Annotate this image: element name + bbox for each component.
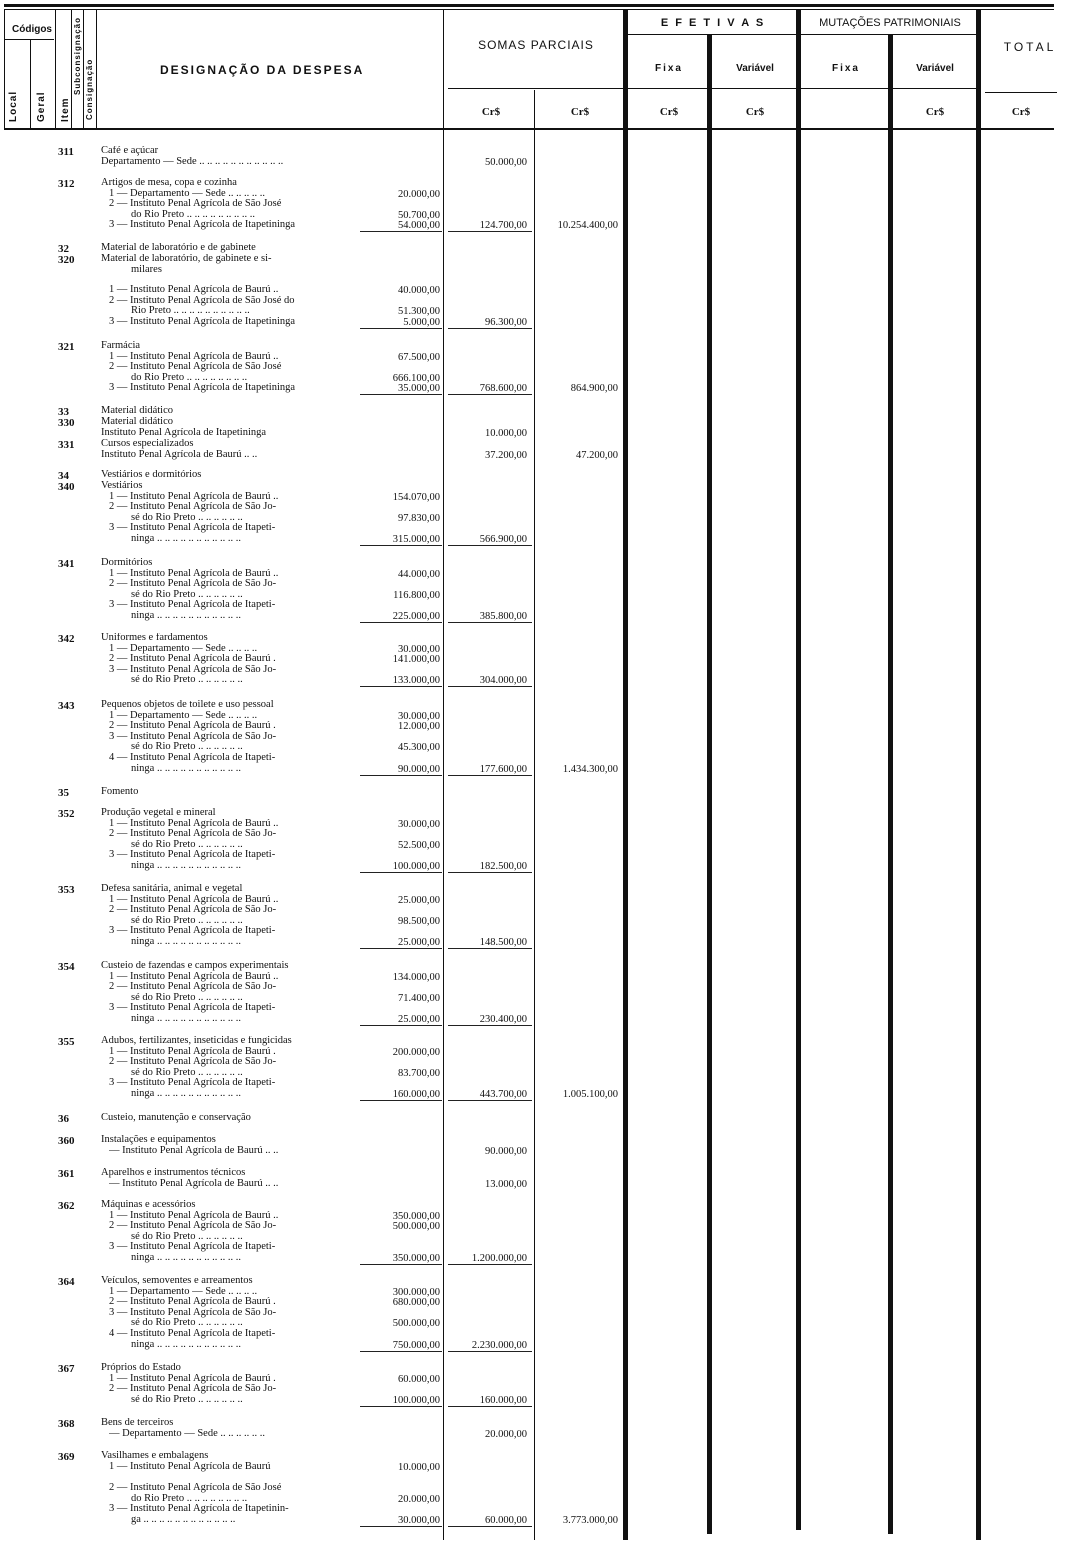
subtotal-rule	[448, 1025, 532, 1026]
row-text-line: Custeio, manutenção e conservação	[101, 1113, 251, 1123]
subtotal-value: 304.000,00	[479, 675, 527, 687]
row-text-line: 3 — Instituto Penal Agrícola de Itapeti-	[109, 926, 276, 937]
subtotal-rule	[360, 1100, 442, 1101]
row-code: 364	[58, 1276, 75, 1288]
row-code: 361	[58, 1168, 75, 1180]
subtotal-rule	[360, 545, 442, 546]
partial-value: 30.000,00	[398, 1514, 440, 1526]
row-text-line: Veículos, semoventes e arreamentos	[101, 1276, 253, 1286]
row-code: 341	[58, 558, 75, 570]
row-text-line: 2 — Instituto Penal Agrícola de São José	[109, 199, 282, 210]
subtotal-rule	[448, 948, 532, 949]
row-text-line: Próprios do Estado	[101, 1363, 181, 1373]
row-text-line: 1 — Departamento — Sede .. .. .. ..	[109, 710, 258, 721]
row-text-line: Vasilhames e embalagens	[101, 1451, 209, 1461]
partial-value: 500.000,00	[392, 1221, 440, 1233]
subtotal-value: 768.600,00	[479, 383, 527, 395]
row-code: 34	[58, 470, 69, 482]
row-text-line: 2 — Instituto Penal Agrícola de Baurú .	[109, 1297, 276, 1308]
partial-value: 71.400,00	[398, 992, 440, 1004]
subtotal-rule	[360, 686, 442, 687]
header-item: Item	[60, 97, 71, 122]
subtotal-rule	[360, 1264, 442, 1265]
subtotal-rule	[448, 1351, 532, 1352]
partial-value: 200.000,00	[392, 1046, 440, 1058]
row-text-line: 3 — Instituto Penal Agrícola de Itapeti-	[109, 600, 276, 611]
row-text-line: ninga .. .. .. .. .. .. .. .. .. .. ..	[131, 937, 241, 947]
header-fixa-mutacoes: Fixa	[831, 63, 860, 74]
column-rule	[96, 10, 97, 128]
subtotal-rule	[360, 872, 442, 873]
partial-value: 5.000,00	[403, 316, 440, 328]
partial-value: 51.300,00	[398, 306, 440, 318]
partial-value: 500.000,00	[392, 1318, 440, 1330]
row-code: 340	[58, 481, 75, 493]
row-text-line: Material de laboratório e de gabinete	[101, 243, 256, 253]
top-border	[4, 4, 1054, 7]
subtotal-value: 37.200,00	[485, 449, 527, 461]
row-text-line: ninga .. .. .. .. .. .. .. .. .. .. ..	[131, 1014, 241, 1024]
row-text-line: Instituto Penal Agrícola de Itapetininga	[101, 427, 267, 438]
column-rule	[55, 10, 56, 128]
partial-value: 54.000,00	[398, 220, 440, 232]
group-total-value: 3.773.000,00	[562, 1514, 618, 1526]
row-text-line: Material didático	[101, 406, 174, 416]
row-text-line: 2 — Instituto Penal Agrícola de São José	[109, 362, 282, 373]
row-code: 36	[58, 1113, 69, 1125]
row-text-line: 3 — Instituto Penal Agrícola de São Jo-	[109, 1307, 277, 1318]
row-text-line: 3 — Instituto Penal Agrícola de São Jo-	[109, 731, 277, 742]
row-text-line: 2 — Instituto Penal Agrícola de Baurú .	[109, 721, 276, 732]
header-consignacao: Consignação	[85, 58, 94, 120]
partial-value: 750.000,00	[392, 1339, 440, 1351]
column-rule	[534, 90, 535, 1540]
row-text-line: 1 — Instituto Penal Agrícola de Baurú ..	[109, 1210, 279, 1221]
row-code: 311	[58, 146, 74, 158]
partial-value: 666.100,00	[392, 372, 440, 384]
header-variavel-mutacoes: Variável	[916, 63, 954, 74]
partial-value: 300.000,00	[392, 1286, 440, 1298]
partial-value: 30.000,00	[398, 643, 440, 655]
row-text-line: 4 — Instituto Penal Agrícola de Itapeti-	[109, 753, 276, 763]
row-text-line: Vestiários e dormitórios	[101, 470, 202, 480]
subtotal-rule	[360, 1351, 442, 1352]
partial-value: 52.500,00	[398, 839, 440, 851]
partial-value: 315.000,00	[392, 534, 440, 545]
row-text-line: 2 — Instituto Penal Agrícola de São Jo-	[109, 579, 277, 590]
row-text-line: 1 — Instituto Penal Agrícola de Baurú .	[109, 1046, 276, 1057]
row-text-line: Instalações e equipamentos	[101, 1135, 216, 1145]
row-text-line: 3 — Instituto Penal Agrícola de Itapeti-	[109, 850, 276, 861]
subtotal-rule	[448, 1100, 532, 1101]
row-text-line: sé do Rio Preto .. .. .. .. .. ..	[131, 675, 243, 686]
row-text-line: 1 — Instituto Penal Agrícola de Baurú	[109, 1461, 271, 1472]
row-text-line: 2 — Instituto Penal Agrícola de São Jo-	[109, 1221, 277, 1232]
partial-value: 154.070,00	[392, 491, 440, 503]
subtotal-value: 148.500,00	[479, 937, 527, 948]
row-text-line: 1 — Instituto Penal Agrícola de Baurú ..	[109, 971, 279, 982]
group-total-value: 864.900,00	[570, 383, 618, 395]
header-efetivas: E F E T I V A S	[660, 17, 766, 29]
subtotal-rule	[360, 394, 442, 395]
subtotal-rule	[448, 872, 532, 873]
row-text-line: ninga .. .. .. .. .. .. .. .. .. .. ..	[131, 534, 241, 544]
row-text-line: 2 — Instituto Penal Agrícola de São Jo-	[109, 502, 277, 513]
row-code: 362	[58, 1200, 75, 1212]
subtotal-rule	[448, 775, 532, 776]
partial-value: 90.000,00	[398, 763, 440, 775]
subtotal-rule	[360, 775, 442, 776]
header-total: TOTAL	[1003, 40, 1057, 54]
subtotal-value: 160.000,00	[479, 1394, 527, 1406]
row-code: 331	[58, 439, 75, 451]
row-text-line: 1 — Departamento — Sede .. .. .. .. ..	[109, 188, 266, 199]
column-rule	[83, 10, 84, 128]
partial-value: 10.000,00	[398, 1461, 440, 1473]
partial-value: 30.000,00	[398, 710, 440, 722]
subtotal-rule	[448, 1264, 532, 1265]
subtotal-rule	[448, 545, 532, 546]
row-code: 342	[58, 633, 75, 645]
column-rule	[443, 10, 444, 1540]
row-code: 343	[58, 700, 75, 712]
header-local: Local	[8, 90, 19, 122]
column-rule	[4, 10, 5, 128]
row-text-line: — Instituto Penal Agrícola de Baurú .. ..	[109, 1145, 279, 1156]
row-code: 367	[58, 1363, 75, 1375]
row-text-line: 3 — Instituto Penal Agrícola de Itapetininga	[109, 383, 296, 394]
row-text-line: — Departamento — Sede .. .. .. .. .. ..	[109, 1428, 266, 1439]
header-rule	[628, 34, 978, 35]
row-text-line: ninga .. .. .. .. .. .. .. .. .. .. ..	[131, 763, 241, 774]
partial-value: 116.800,00	[393, 589, 440, 601]
row-text-line: Cursos especializados	[101, 439, 194, 449]
partial-value: 83.700,00	[398, 1067, 440, 1079]
column-rule-thick	[623, 10, 628, 1540]
header-geral: Geral	[36, 91, 47, 122]
row-code: 33	[58, 406, 69, 418]
partial-value: 100.000,00	[392, 1394, 440, 1406]
partial-value: 45.300,00	[398, 742, 440, 754]
row-text-line: 1 — Departamento — Sede .. .. .. ..	[109, 1286, 258, 1297]
subtotal-rule	[360, 948, 442, 949]
row-text-line: 1 — Instituto Penal Agrícola de Baurú ..	[109, 818, 279, 829]
subtotal-value: 96.300,00	[485, 316, 527, 328]
partial-value: 67.500,00	[398, 351, 440, 363]
header-rule	[448, 88, 624, 89]
row-text-line: 2 — Instituto Penal Agrícola de São Jo-	[109, 905, 277, 916]
currency-label: Cr$	[481, 106, 501, 118]
row-text-line: 3 — Instituto Penal Agrícola de Itapetininga	[109, 316, 296, 327]
row-code: 330	[58, 417, 75, 429]
subtotal-rule	[448, 622, 532, 623]
subtotal-value: 90.000,00	[485, 1145, 527, 1157]
subtotal-rule	[448, 1406, 532, 1407]
subtotal-rule	[360, 1025, 442, 1026]
row-text-line: do Rio Preto .. .. .. .. .. .. .. .. ..	[131, 209, 255, 220]
row-text-line: Café e açúcar	[101, 146, 159, 156]
row-text-line: do Rio Preto .. .. .. .. .. .. .. ..	[131, 1493, 248, 1504]
subtotal-rule	[448, 328, 532, 329]
group-total-value: 1.434.300,00	[562, 763, 618, 775]
currency-label: Cr$	[925, 106, 945, 118]
subtotal-rule	[448, 686, 532, 687]
subtotal-rule	[360, 622, 442, 623]
partial-value: 225.000,00	[392, 611, 440, 622]
row-code: 368	[58, 1418, 75, 1430]
row-text-line: Pequenos objetos de toilete e uso pessoal	[101, 700, 274, 710]
partial-value: 134.000,00	[392, 971, 440, 983]
row-text-line: ninga .. .. .. .. .. .. .. .. .. .. ..	[131, 1339, 241, 1350]
subtotal-rule	[448, 394, 532, 395]
row-text-line: 3 — Instituto Penal Agrícola de Itapetininga	[109, 220, 296, 231]
subtotal-value: 60.000,00	[485, 1514, 527, 1526]
partial-value: 350.000,00	[392, 1253, 440, 1264]
row-code: 352	[58, 808, 75, 820]
row-text-line: 2 — Instituto Penal Agrícola de Baurú .	[109, 654, 276, 665]
partial-value: 30.000,00	[398, 818, 440, 830]
row-text-line: 1 — Instituto Penal Agrícola de Baurú .	[109, 1373, 276, 1384]
row-text-line: 3 — Instituto Penal Agrícola de Itapeti-	[109, 1078, 276, 1089]
row-text-line: sé do Rio Preto .. .. .. .. .. ..	[131, 915, 243, 926]
row-text-line: 2 — Instituto Penal Agrícola de São José	[109, 1483, 282, 1493]
row-code: 360	[58, 1135, 75, 1147]
row-code: 312	[58, 178, 75, 190]
partial-value: 133.000,00	[392, 675, 440, 687]
row-text-line: Fomento	[101, 787, 139, 797]
header-somas-parciais: SOMAS PARCIAIS	[478, 38, 594, 52]
row-text-line: Aparelhos e instrumentos técnicos	[101, 1168, 246, 1178]
row-text-line: Departamento — Sede .. .. .. .. .. .. .. .. .. .. ..	[101, 156, 284, 167]
subtotal-value: 566.900,00	[479, 534, 527, 545]
subtotal-value: 177.600,00	[479, 763, 527, 775]
column-rule	[30, 40, 31, 128]
partial-value: 20.000,00	[398, 188, 440, 200]
row-text-line: Instituto Penal Agrícola de Baurú .. ..	[101, 449, 258, 460]
subtotal-value: 1.200.000,00	[471, 1253, 527, 1264]
row-text-line: Vestiários	[101, 481, 143, 491]
partial-value: 12.000,00	[398, 721, 440, 733]
subtotal-value: 10.000,00	[485, 427, 527, 439]
row-text-line: Dormitórios	[101, 558, 153, 568]
row-text-line: 3 — Instituto Penal Agrícola de Itapetinin-	[109, 1504, 289, 1515]
row-text-line: sé do Rio Preto .. .. .. .. .. ..	[131, 992, 243, 1003]
subtotal-rule	[360, 231, 442, 232]
row-code: 35	[58, 787, 69, 799]
header-variavel: Variável	[736, 63, 774, 74]
group-total-value: 47.200,00	[576, 449, 618, 461]
partial-value: 50.700,00	[398, 209, 440, 221]
row-text-line: 1 — Instituto Penal Agrícola de Baurú ..	[109, 568, 279, 579]
row-text-line: 1 — Instituto Penal Agrícola de Baurú ..	[109, 491, 279, 502]
header-rule	[4, 39, 54, 40]
header-designacao: DESIGNAÇÃO DA DESPESA	[160, 63, 365, 77]
row-text-line: sé do Rio Preto .. .. .. .. .. ..	[131, 589, 243, 600]
subtotal-value: 2.230.000,00	[471, 1339, 527, 1351]
row-text-line: 3 — Instituto Penal Agrícola de Itapeti-	[109, 523, 276, 534]
row-code: 353	[58, 884, 75, 896]
subtotal-value: 13.000,00	[485, 1178, 527, 1190]
partial-value: 60.000,00	[398, 1373, 440, 1385]
subtotal-rule	[448, 231, 532, 232]
row-text-line: Adubos, fertilizantes, inseticidas e fungicidas	[101, 1036, 292, 1046]
row-code: 369	[58, 1451, 75, 1463]
row-text-line: ninga .. .. .. .. .. .. .. .. .. .. ..	[131, 861, 241, 871]
row-text-line: Uniformes e fardamentos	[101, 633, 208, 643]
currency-label: Cr$	[745, 106, 765, 118]
subtotal-value: 20.000,00	[485, 1428, 527, 1440]
header-codigos: Códigos	[12, 24, 52, 35]
currency-label: Cr$	[570, 106, 590, 118]
partial-value: 40.000,00	[398, 285, 440, 296]
partial-value: 100.000,00	[392, 861, 440, 872]
row-text-line: Defesa sanitária, animal e vegetal	[101, 884, 243, 894]
row-text-line: sé do Rio Preto .. .. .. .. .. ..	[131, 1394, 243, 1405]
row-text-line: 2 — Instituto Penal Agrícola de São Jo-	[109, 1384, 277, 1395]
header-fixa: Fixa	[654, 63, 683, 74]
subtotal-value: 50.000,00	[485, 156, 527, 168]
row-text-line: 2 — Instituto Penal Agrícola de São Jo-	[109, 829, 277, 840]
partial-value: 20.000,00	[398, 1493, 440, 1505]
header-rule	[985, 92, 1057, 93]
group-total-value: 1.005.100,00	[562, 1089, 618, 1100]
row-text-line: do Rio Preto .. .. .. .. .. .. .. ..	[131, 372, 248, 383]
row-text-line: sé do Rio Preto .. .. .. .. .. ..	[131, 1318, 243, 1329]
row-text-line: 2 — Instituto Penal Agrícola de São Jo-	[109, 982, 277, 993]
row-text-line: Máquinas e acessórios	[101, 1200, 196, 1210]
row-text-line: Farmácia	[101, 341, 141, 351]
subtotal-rule	[360, 1406, 442, 1407]
header-mutacoes: MUTAÇÕES PATRIMONIAIS	[819, 17, 961, 29]
row-text-line: Rio Preto .. .. .. .. .. .. .. .. .. ..	[131, 306, 250, 317]
row-text-line: 1 — Departamento — Sede .. .. .. ..	[109, 643, 258, 654]
row-code: 32	[58, 243, 69, 255]
row-text-line: Artigos de mesa, copa e cozinha	[101, 178, 237, 188]
row-code: 354	[58, 961, 75, 973]
row-text-line: Produção vegetal e mineral	[101, 808, 216, 818]
header-bottom-rule	[4, 128, 1054, 130]
currency-label: Cr$	[659, 106, 679, 118]
column-rule-thick	[976, 10, 981, 1540]
row-text-line: ninga .. .. .. .. .. .. .. .. .. .. ..	[131, 1253, 241, 1263]
partial-value: 350.000,00	[392, 1210, 440, 1222]
partial-value: 98.500,00	[398, 915, 440, 927]
partial-value: 141.000,00	[392, 654, 440, 666]
subtotal-rule	[360, 1526, 442, 1527]
subtotal-value: 385.800,00	[479, 611, 527, 622]
subtotal-value: 443.700,00	[479, 1089, 527, 1100]
row-text-line: milares	[131, 264, 162, 275]
row-text-line: 2 — Instituto Penal Agrícola de São José do	[109, 295, 295, 306]
row-text-line: 3 — Instituto Penal Agrícola de São Jo-	[109, 664, 277, 675]
row-text-line: 1 — Instituto Penal Agrícola de Baurú ..	[109, 351, 279, 362]
subtotal-value: 124.700,00	[479, 220, 527, 232]
partial-value: 25.000,00	[398, 894, 440, 906]
column-rule	[71, 10, 72, 128]
column-rule-thick	[888, 34, 893, 1534]
subtotal-value: 182.500,00	[479, 861, 527, 872]
subtotal-rule	[360, 328, 442, 329]
currency-label: Cr$	[1011, 106, 1031, 118]
partial-value: 35.000,00	[398, 383, 440, 395]
row-text-line: 3 — Instituto Penal Agrícola de Itapeti-	[109, 1242, 276, 1253]
row-text-line: sé do Rio Preto .. .. .. .. .. ..	[131, 1231, 243, 1242]
row-text-line: sé do Rio Preto .. .. .. .. .. ..	[131, 1067, 243, 1078]
row-text-line: Material didático	[101, 417, 174, 427]
header-rule	[628, 88, 978, 89]
row-text-line: 3 — Instituto Penal Agrícola de Itapeti-	[109, 1003, 276, 1014]
partial-value: 25.000,00	[398, 1014, 440, 1025]
row-text-line: 2 — Instituto Penal Agrícola de São Jo-	[109, 1057, 277, 1068]
row-text-line: — Instituto Penal Agrícola de Baurú .. ..	[109, 1178, 279, 1189]
row-text-line: 4 — Instituto Penal Agrícola de Itapeti-	[109, 1329, 276, 1339]
subtotal-value: 230.400,00	[479, 1014, 527, 1025]
group-total-value: 10.254.400,00	[557, 220, 618, 232]
partial-value: 160.000,00	[392, 1089, 440, 1100]
header-subconsignacao: Subconsignação	[73, 16, 82, 95]
partial-value: 97.830,00	[398, 512, 440, 524]
row-code: 321	[58, 341, 75, 353]
row-text-line: Bens de terceiros	[101, 1418, 174, 1428]
row-text-line: ninga .. .. .. .. .. .. .. .. .. .. ..	[131, 1089, 241, 1099]
row-text-line: sé do Rio Preto .. .. .. .. .. ..	[131, 512, 243, 523]
row-code: 355	[58, 1036, 75, 1048]
row-text-line: ga .. .. .. .. .. .. .. .. .. .. .. ..	[131, 1514, 236, 1525]
row-text-line: Custeio de fazendas e campos experimentais	[101, 961, 289, 971]
row-text-line: 1 — Instituto Penal Agrícola de Baurú ..	[109, 285, 279, 295]
row-text-line: ninga .. .. .. .. .. .. .. .. .. .. ..	[131, 611, 241, 621]
column-rule-thick	[796, 10, 801, 1530]
row-text-line: 1 — Instituto Penal Agrícola de Baurú ..	[109, 894, 279, 905]
partial-value: 680.000,00	[392, 1297, 440, 1309]
top-border-thin	[4, 9, 1054, 10]
row-text-line: Material de laboratório, de gabinete e si-	[101, 254, 272, 264]
subtotal-rule	[448, 1526, 532, 1527]
row-text-line: sé do Rio Preto .. .. .. .. .. ..	[131, 839, 243, 850]
row-text-line: sé do Rio Preto .. .. .. .. .. ..	[131, 742, 243, 753]
column-rule-thick	[707, 34, 712, 1534]
partial-value: 44.000,00	[398, 568, 440, 580]
row-code: 320	[58, 254, 75, 266]
partial-value: 25.000,00	[398, 937, 440, 948]
